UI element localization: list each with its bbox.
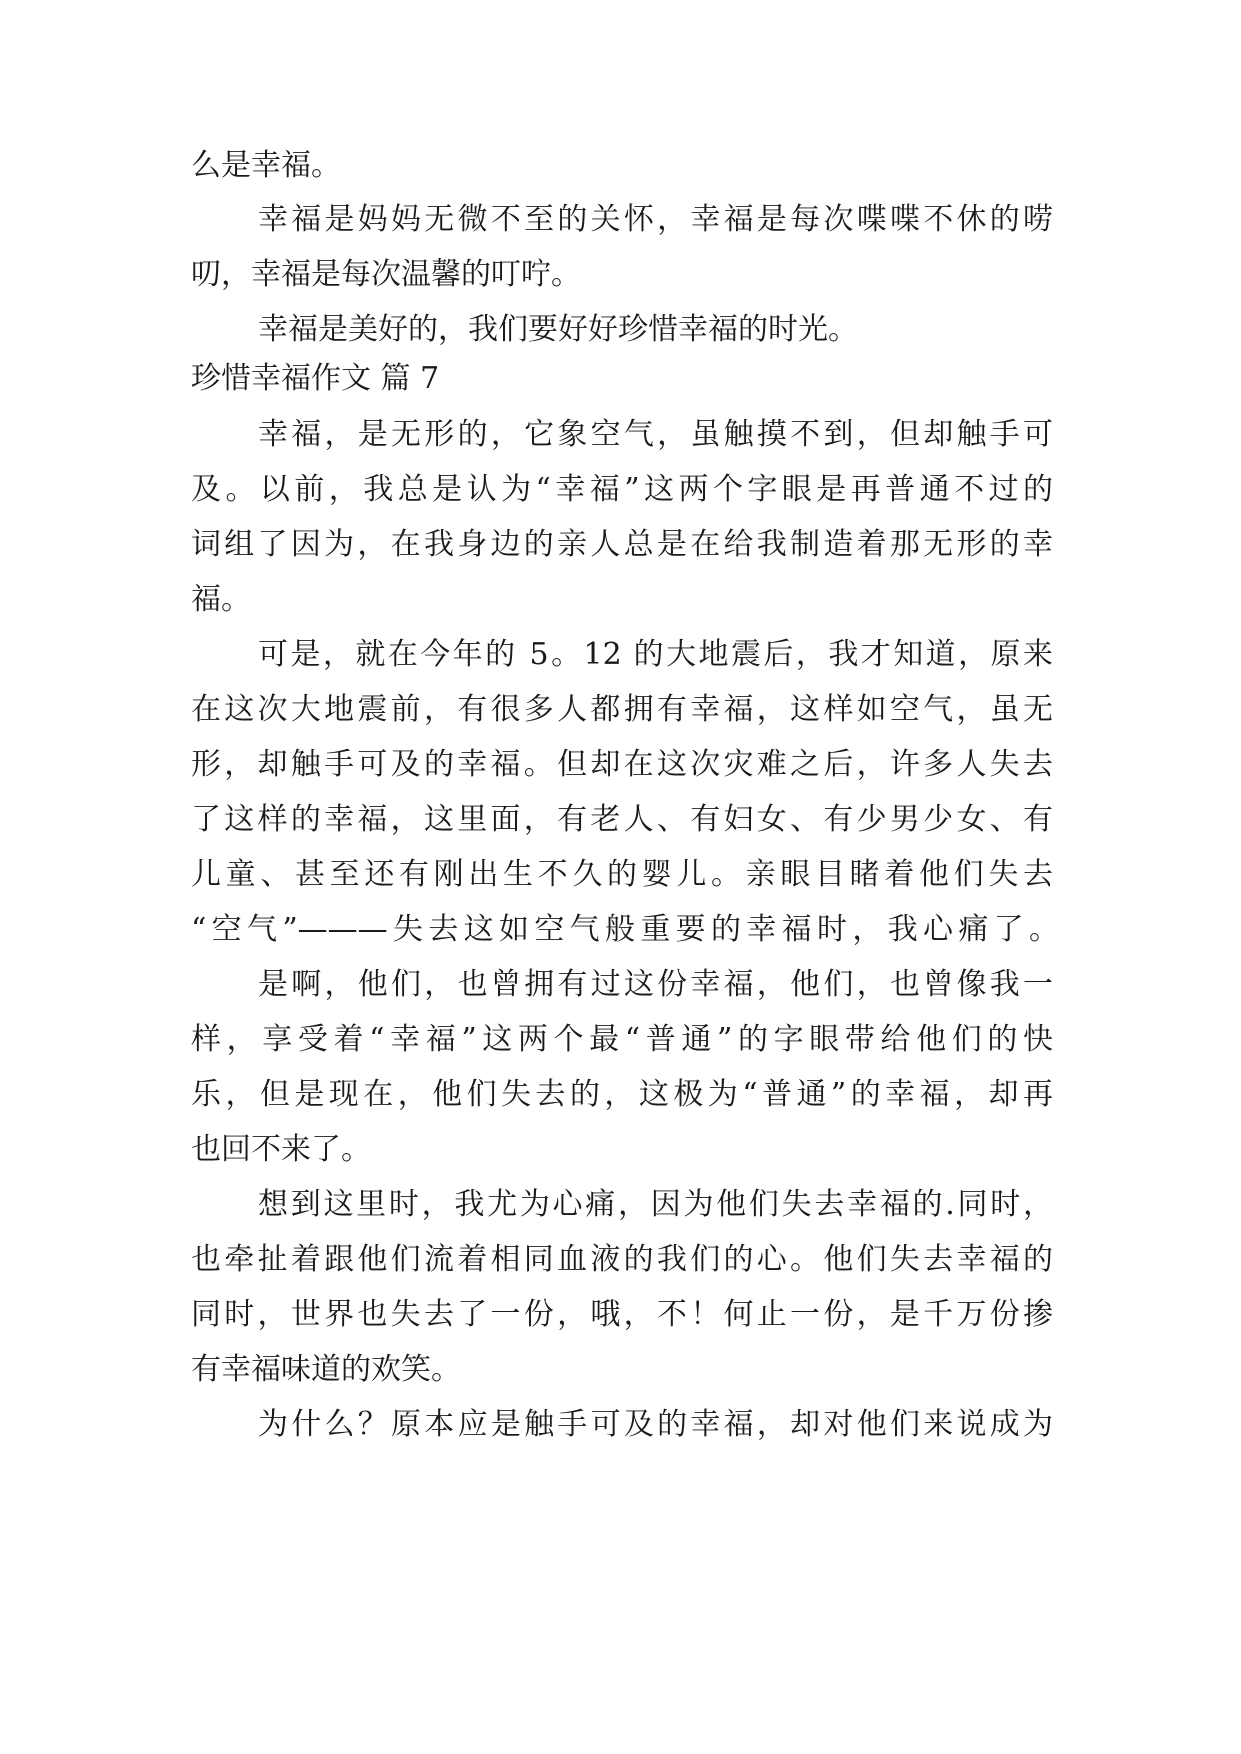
text-line: 也牵扯着跟他们流着相同血液的我们的心。他们失去幸福的 — [191, 1242, 1053, 1277]
text-line: 有幸福味道的欢笑。 — [191, 1352, 461, 1387]
text-line: 幸福是妈妈无微不至的关怀，幸福是每次喋喋不休的唠 — [258, 202, 1053, 237]
text-line: 为什么？原本应是触手可及的幸福，却对他们来说成为 — [258, 1407, 1053, 1442]
text-line: 儿童、甚至还有刚出生不久的婴儿。亲眼目睹着他们失去 — [191, 857, 1053, 892]
text-line: 想到这里时，我尤为心痛，因为他们失去幸福的.同时， — [258, 1187, 1053, 1222]
text-line: 形，却触手可及的幸福。但却在这次灾难之后，许多人失去 — [191, 747, 1053, 782]
text-line: 及。以前，我总是认为“幸福”这两个字眼是再普通不过的 — [191, 472, 1053, 507]
text-line: 叨，幸福是每次温馨的叮咛。 — [191, 257, 581, 292]
text-line: 在这次大地震前，有很多人都拥有幸福，这样如空气，虽无 — [191, 692, 1053, 727]
text-line: 同时，世界也失去了一份，哦，不！何止一份，是千万份掺 — [191, 1297, 1053, 1332]
text-line: 了这样的幸福，这里面，有老人、有妇女、有少男少女、有 — [191, 802, 1053, 837]
text-line: 乐，但是现在，他们失去的，这极为“普通”的幸福，却再 — [191, 1077, 1053, 1112]
text-line: 也回不来了。 — [191, 1132, 371, 1167]
text-line: 幸福是美好的，我们要好好珍惜幸福的时光。 — [258, 312, 858, 347]
text-line: 样，享受着“幸福”这两个最“普通”的字眼带给他们的快 — [191, 1022, 1053, 1057]
text-line: 可是，就在今年的 5。12 的大地震后，我才知道，原来 — [258, 637, 1053, 672]
section-heading: 珍惜幸福作文 篇 7 — [191, 361, 440, 396]
text-line: 是啊，他们，也曾拥有过这份幸福，他们，也曾像我一 — [258, 967, 1053, 1002]
text-line: 词组了因为，在我身边的亲人总是在给我制造着那无形的幸 — [191, 527, 1053, 562]
text-line: 么是幸福。 — [191, 148, 341, 183]
text-line: 幸福，是无形的，它象空气，虽触摸不到，但却触手可 — [258, 417, 1053, 452]
text-line: “空气”———失去这如空气般重要的幸福时，我心痛了。 — [191, 912, 1059, 947]
text-line: 福。 — [191, 582, 251, 617]
